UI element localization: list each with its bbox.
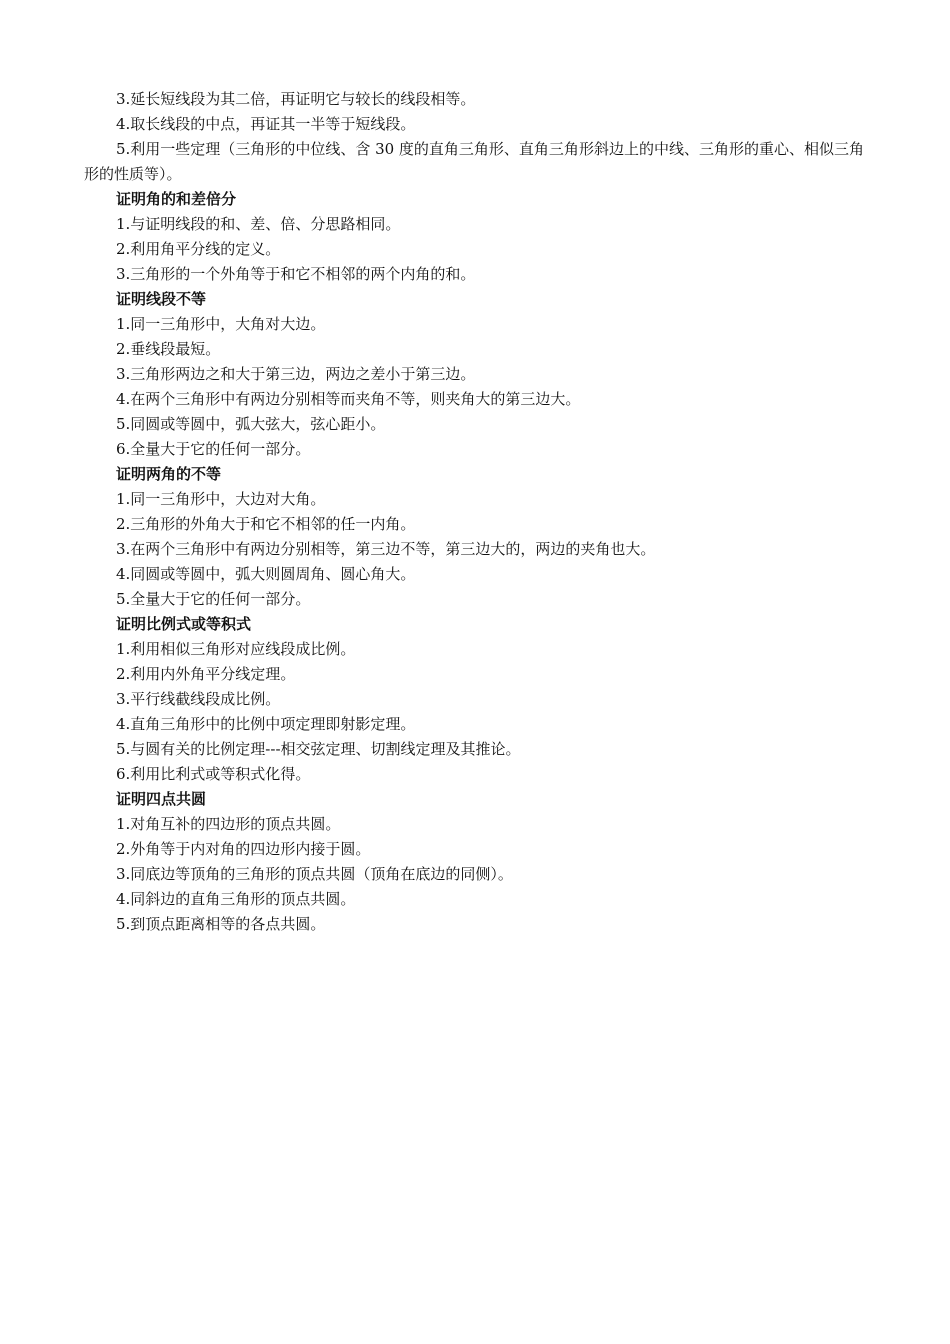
list-item: 5.同圆或等圆中，弧大弦大，弦心距小。	[116, 415, 386, 433]
list-item: 5.到顶点距离相等的各点共圆。	[116, 915, 326, 933]
list-item: 2.垂线段最短。	[116, 340, 221, 358]
list-item: 5.全量大于它的任何一部分。	[116, 590, 311, 608]
list-item: 1.同一三角形中，大角对大边。	[116, 315, 326, 333]
intro-item-3: 3.延长短线段为其二倍，再证明它与较长的线段相等。	[116, 90, 476, 108]
section-heading-proportion: 证明比例式或等积式	[116, 615, 252, 633]
list-item: 1.利用相似三角形对应线段成比例。	[116, 640, 356, 658]
list-item: 4.在两个三角形中有两边分别相等而夹角不等，则夹角大的第三边大。	[116, 390, 581, 408]
list-item: 4.同圆或等圆中，弧大则圆周角、圆心角大。	[116, 565, 416, 583]
list-item: 4.直角三角形中的比例中项定理即射影定理。	[116, 715, 416, 733]
list-item: 4.同斜边的直角三角形的顶点共圆。	[116, 890, 356, 908]
list-item: 3.平行线截线段成比例。	[116, 690, 281, 708]
section-heading-angle-sum: 证明角的和差倍分	[116, 190, 237, 208]
document-page	[84, 87, 874, 937]
list-item: 2.利用内外角平分线定理。	[116, 665, 296, 683]
list-item: 1.与证明线段的和、差、倍、分思路相同。	[116, 215, 401, 233]
section-heading-angle-inequality: 证明两角的不等	[116, 465, 222, 483]
intro-item-4: 4.取长线段的中点，再证其一半等于短线段。	[116, 115, 416, 133]
list-item: 2.三角形的外角大于和它不相邻的任一内角。	[116, 515, 416, 533]
list-item: 6.全量大于它的任何一部分。	[116, 440, 311, 458]
list-item: 5.与圆有关的比例定理---相交弦定理、切割线定理及其推论。	[116, 740, 521, 758]
list-item: 6.利用比利式或等积式化得。	[116, 765, 311, 783]
list-item: 3.三角形的一个外角等于和它不相邻的两个内角的和。	[116, 265, 476, 283]
list-item: 3.在两个三角形中有两边分别相等，第三边不等，第三边大的，两边的夹角也大。	[116, 540, 656, 558]
section-heading-concyclic: 证明四点共圆	[116, 790, 207, 808]
list-item: 3.同底边等顶角的三角形的顶点共圆（顶角在底边的同侧）。	[116, 865, 513, 883]
list-item: 1.同一三角形中，大边对大角。	[116, 490, 326, 508]
list-item: 3.三角形两边之和大于第三边，两边之差小于第三边。	[116, 365, 476, 383]
list-item: 2.外角等于内对角的四边形内接于圆。	[116, 840, 371, 858]
list-item: 1.对角互补的四边形的顶点共圆。	[116, 815, 341, 833]
intro-item-5: 5.利用一些定理（三角形的中位线、含 30 度的直角三角形、直角三角形斜边上的中线、三角形的重心、相似三角形的性质等）。	[84, 140, 864, 183]
list-item: 2.利用角平分线的定义。	[116, 240, 281, 258]
section-heading-segment-inequality: 证明线段不等	[116, 290, 207, 308]
